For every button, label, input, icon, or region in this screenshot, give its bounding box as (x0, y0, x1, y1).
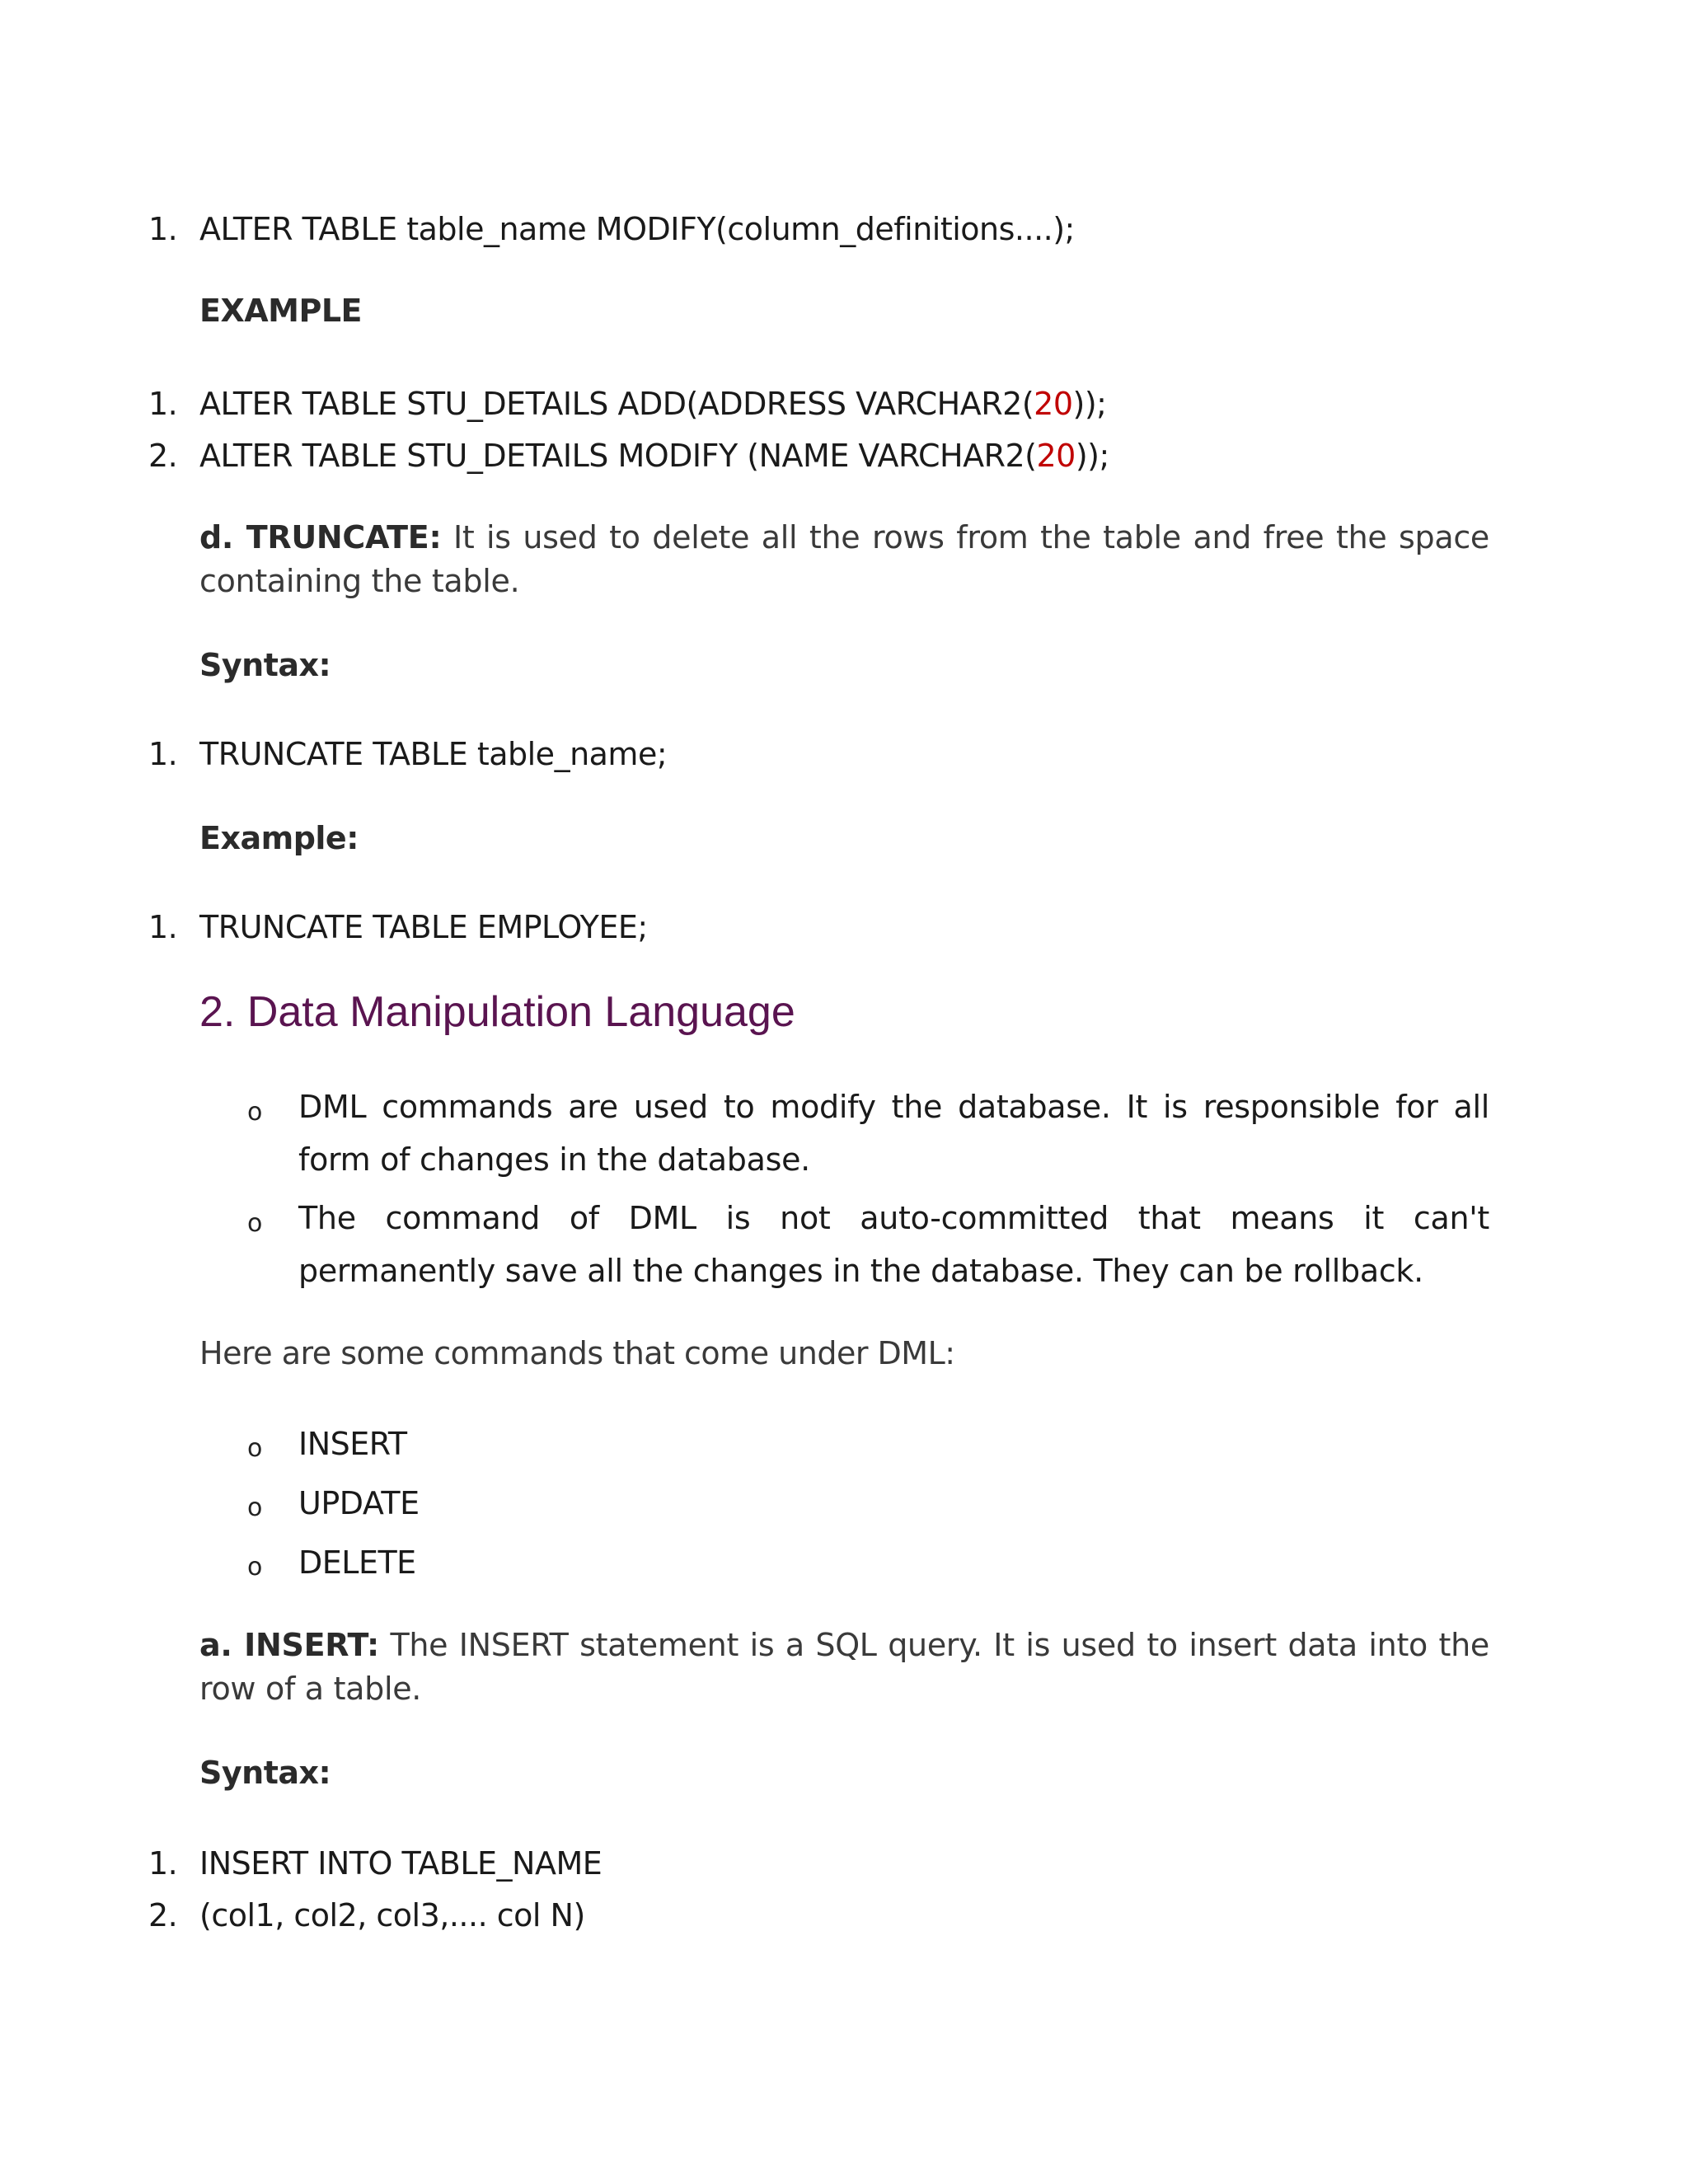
code-fragment: ALTER TABLE STU_DETAILS ADD(ADDRESS VARCHAR2( (199, 386, 1034, 422)
code-text: TRUNCATE TABLE EMPLOYEE; (199, 909, 648, 945)
bullet-marker: o (247, 1434, 263, 1463)
line-number: 1. (148, 386, 178, 422)
dml-intro: Here are some commands that come under DML: (199, 1335, 955, 1371)
code-fragment: )); (1072, 386, 1107, 422)
bullet-marker: o (247, 1209, 263, 1238)
code-text: TRUNCATE TABLE table_name; (199, 736, 668, 772)
line-number: 1. (148, 211, 178, 247)
code-fragment: ALTER TABLE STU_DETAILS MODIFY (NAME VARCHAR2( (199, 438, 1037, 474)
syntax-label: Syntax: (199, 1755, 331, 1791)
code-fragment: )); (1075, 438, 1109, 474)
bullet-marker: o (247, 1553, 263, 1582)
insert-description (199, 1624, 1489, 1711)
line-number: 1. (148, 1845, 178, 1882)
truncate-description (199, 516, 1489, 603)
line-number: 1. (148, 909, 178, 945)
numeric-literal: 20 (1034, 386, 1073, 422)
insert-text: The INSERT statement is a SQL query. It is used to insert data into the row of a table. (199, 1627, 1489, 1707)
bullet-marker: o (247, 1098, 263, 1127)
bullet-point: The command of DML is not auto-committed that means it can't permanently save all the changes in the database. They can be rollback. (298, 1200, 1489, 1289)
numeric-literal: 20 (1036, 438, 1076, 474)
syntax-label: Syntax: (199, 647, 331, 683)
code-text: (col1, col2, col3,.... col N) (199, 1897, 585, 1933)
code-text (199, 435, 1109, 476)
bullet-marker: o (247, 1493, 263, 1522)
command-item: DELETE (298, 1544, 416, 1581)
line-number: 2. (148, 1897, 178, 1933)
truncate-label: d. TRUNCATE: (199, 519, 442, 555)
line-number: 1. (148, 736, 178, 772)
example-label: Example: (199, 820, 359, 856)
truncate-text: It is used to delete all the rows from the table and free the space containing the table. (199, 519, 1489, 599)
code-text: ALTER TABLE table_name MODIFY(column_definitions....); (199, 211, 1075, 247)
bullet-point: DML commands are used to modify the database. It is responsible for all form of changes in the database. (298, 1089, 1489, 1178)
example-heading: EXAMPLE (199, 293, 363, 329)
command-item: INSERT (298, 1426, 407, 1462)
command-item: UPDATE (298, 1485, 420, 1521)
code-text (199, 383, 1106, 424)
line-number: 2. (148, 438, 178, 474)
code-text: INSERT INTO TABLE_NAME (199, 1845, 603, 1882)
insert-label: a. INSERT: (199, 1627, 379, 1663)
section-heading: 2. Data Manipulation Language (199, 988, 795, 1036)
